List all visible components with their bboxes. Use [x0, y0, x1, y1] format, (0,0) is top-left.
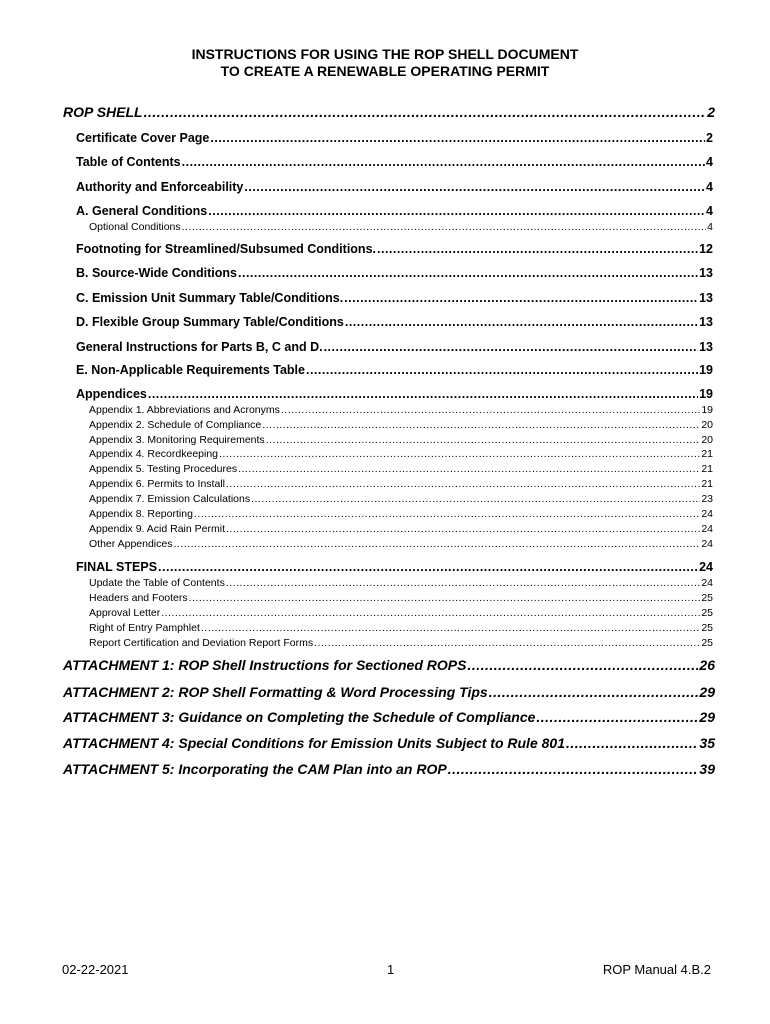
toc-entry[interactable]: [76, 266, 713, 280]
toc-leader-dots: [201, 622, 700, 634]
toc-entry[interactable]: [63, 761, 715, 777]
toc-entry-label: Authority and Enforceability: [76, 180, 244, 194]
toc-entry-page: 4: [706, 155, 713, 169]
toc-entry-label: Footnoting for Streamlined/Subsumed Conditions.: [76, 242, 376, 256]
toc-entry-page: 39: [699, 761, 715, 777]
toc-entry-page: 24: [699, 560, 713, 574]
toc-entry-label: Appendix 7. Emission Calculations: [89, 493, 251, 505]
toc-entry[interactable]: [76, 315, 713, 329]
toc-entry[interactable]: [63, 684, 715, 700]
toc-entry-label: ROP SHELL: [63, 104, 143, 120]
toc-entry[interactable]: [89, 221, 713, 233]
toc-entry-page: 2: [707, 104, 715, 120]
toc-entry[interactable]: [76, 560, 713, 574]
toc-entry-page: 20: [701, 434, 713, 446]
toc-entry-label: ATTACHMENT 5: Incorporating the CAM Plan into an ROP: [63, 761, 447, 777]
toc-entry-label: Appendix 1. Abbreviations and Acronyms: [89, 404, 280, 416]
toc-leader-dots: [345, 315, 698, 329]
toc-entry[interactable]: [76, 340, 713, 354]
toc-leader-dots: [266, 434, 701, 446]
toc-leader-dots: [244, 180, 705, 194]
toc-entry-page: 24: [701, 538, 713, 550]
toc-entry-label: C. Emission Unit Summary Table/Conditions.: [76, 291, 344, 305]
toc-entry-label: Appendix 2. Schedule of Compliance: [89, 419, 262, 431]
toc-entry-label: E. Non-Applicable Requirements Table: [76, 363, 305, 377]
toc-entry-page: 21: [701, 448, 713, 460]
toc-entry-page: 4: [707, 221, 713, 233]
toc-entry-page: 25: [701, 622, 713, 634]
toc-entry-page: 12: [699, 242, 713, 256]
toc-entry-label: B. Source-Wide Conditions: [76, 266, 237, 280]
title-line-2: TO CREATE A RENEWABLE OPERATING PERMIT: [220, 63, 550, 79]
toc-entry-page: 35: [699, 735, 715, 751]
toc-entry[interactable]: [89, 493, 713, 505]
toc-leader-dots: [281, 404, 700, 416]
toc-entry-page: 21: [701, 463, 713, 475]
toc-entry[interactable]: [63, 657, 715, 673]
toc-entry-label: Approval Letter: [89, 607, 161, 619]
toc-entry-label: Update the Table of Contents: [89, 577, 225, 589]
toc-entry[interactable]: [76, 204, 713, 218]
toc-entry-page: 4: [706, 180, 713, 194]
toc-entry[interactable]: [89, 508, 713, 520]
toc-leader-dots: [158, 560, 698, 574]
toc-leader-dots: [161, 607, 700, 619]
toc-leader-dots: [144, 104, 707, 120]
toc-entry-label: Appendix 3. Monitoring Requirements: [89, 434, 265, 446]
toc-leader-dots: [262, 419, 700, 431]
toc-entry-page: 21: [701, 478, 713, 490]
toc-entry-label: Table of Contents: [76, 155, 181, 169]
title-line-1: INSTRUCTIONS FOR USING THE ROP SHELL DOCUMENT: [191, 46, 579, 62]
footer-manual-ref: ROP Manual 4.B.2: [602, 962, 711, 977]
toc-leader-dots: [467, 657, 698, 673]
toc-leader-dots: [226, 523, 700, 535]
toc-entry[interactable]: [63, 104, 715, 120]
toc-entry-label: A. General Conditions: [76, 204, 208, 218]
toc-entry-label: Report Certification and Deviation Report Forms: [89, 637, 314, 649]
toc-entry-label: ATTACHMENT 1: ROP Shell Instructions for Sectioned ROPS: [63, 657, 467, 673]
toc-leader-dots: [194, 508, 700, 520]
toc-entry[interactable]: [89, 577, 713, 589]
toc-leader-dots: [314, 637, 700, 649]
toc-leader-dots: [344, 291, 698, 305]
toc-entry-label: Right of Entry Pamphlet: [89, 622, 200, 634]
toc-entry-label: D. Flexible Group Summary Table/Conditions: [76, 315, 344, 329]
toc-leader-dots: [566, 735, 698, 751]
toc-leader-dots: [489, 684, 699, 700]
footer-date: 02-22-2021: [62, 962, 129, 977]
toc-entry-page: 25: [701, 637, 713, 649]
toc-entry-page: 19: [699, 363, 713, 377]
toc-leader-dots: [189, 592, 701, 604]
toc-entry[interactable]: [89, 448, 713, 460]
toc-leader-dots: [377, 242, 698, 256]
toc-entry-label: Headers and Footers: [89, 592, 188, 604]
toc-entry[interactable]: [76, 131, 713, 145]
toc-entry-label: Other Appendices: [89, 538, 173, 550]
toc-leader-dots: [324, 340, 699, 354]
toc-entry[interactable]: [63, 709, 715, 725]
toc-leader-dots: [238, 266, 698, 280]
toc-leader-dots: [306, 363, 698, 377]
document-title: [0, 46, 770, 80]
toc-entry-page: 19: [701, 404, 713, 416]
toc-entry[interactable]: [76, 155, 713, 169]
toc-leader-dots: [182, 155, 705, 169]
toc-entry-page: 24: [701, 508, 713, 520]
toc-leader-dots: [208, 204, 705, 218]
footer-page-number: 1: [387, 962, 395, 977]
toc-entry-label: FINAL STEPS: [76, 560, 158, 574]
toc-entry-page: 20: [701, 419, 713, 431]
toc-entry-label: ATTACHMENT 2: ROP Shell Formatting & Word Processing Tips: [63, 684, 488, 700]
toc-leader-dots: [148, 387, 698, 401]
toc-entry-page: 19: [699, 387, 713, 401]
toc-entry[interactable]: [89, 419, 713, 431]
toc-entry-page: 4: [706, 204, 713, 218]
toc-entry-page: 29: [699, 709, 715, 725]
toc-entry-label: ATTACHMENT 4: Special Conditions for Emission Units Subject to Rule 801: [63, 735, 565, 751]
toc-entry[interactable]: [89, 637, 713, 649]
toc-entry-label: ATTACHMENT 3: Guidance on Completing the Schedule of Compliance: [63, 709, 536, 725]
toc-entry[interactable]: [89, 607, 713, 619]
toc-entry[interactable]: [89, 523, 713, 535]
toc-entry-label: General Instructions for Parts B, C and D.: [76, 340, 323, 354]
toc-entry-page: 2: [706, 131, 713, 145]
toc-entry-label: Optional Conditions: [89, 221, 181, 233]
toc-entry-label: Appendix 4. Recordkeeping: [89, 448, 219, 460]
toc-entry-page: 23: [701, 493, 713, 505]
toc-leader-dots: [448, 761, 699, 777]
toc-leader-dots: [226, 478, 700, 490]
toc-entry-page: 25: [701, 607, 713, 619]
toc-entry-page: 13: [699, 266, 713, 280]
toc-entry-page: 13: [699, 315, 713, 329]
toc-leader-dots: [238, 463, 700, 475]
toc-entry[interactable]: [89, 463, 713, 475]
toc-leader-dots: [226, 577, 700, 589]
toc-entry[interactable]: [76, 180, 713, 194]
toc-entry[interactable]: [89, 538, 713, 550]
toc-entry-label: Appendix 9. Acid Rain Permit: [89, 523, 225, 535]
toc-entry[interactable]: [76, 363, 713, 377]
toc-entry[interactable]: [89, 434, 713, 446]
toc-entry[interactable]: [89, 622, 713, 634]
toc-leader-dots: [536, 709, 698, 725]
toc-leader-dots: [182, 221, 707, 233]
toc-entry-label: Certificate Cover Page: [76, 131, 210, 145]
toc-entry[interactable]: [76, 242, 713, 256]
toc-entry[interactable]: [63, 735, 715, 751]
toc-entry-page: 24: [701, 523, 713, 535]
toc-entry-label: Appendix 6. Permits to Install: [89, 478, 225, 490]
toc-entry-page: 25: [701, 592, 713, 604]
toc-entry-label: Appendix 8. Reporting: [89, 508, 193, 520]
toc-entry[interactable]: [89, 404, 713, 416]
toc-leader-dots: [251, 493, 700, 505]
toc-entry[interactable]: [89, 592, 713, 604]
toc-entry-page: 13: [699, 340, 713, 354]
toc-entry-page: 13: [699, 291, 713, 305]
toc-entry-label: Appendices: [76, 387, 147, 401]
toc-entry-page: 29: [699, 684, 715, 700]
toc-leader-dots: [173, 538, 700, 550]
toc-entry-page: 24: [701, 577, 713, 589]
toc-entry[interactable]: [76, 387, 713, 401]
toc-leader-dots: [219, 448, 700, 460]
toc-entry-label: Appendix 5. Testing Procedures: [89, 463, 238, 475]
toc-entry[interactable]: [76, 291, 713, 305]
toc-entry[interactable]: [89, 478, 713, 490]
toc-entry-page: 26: [699, 657, 715, 673]
toc-leader-dots: [210, 131, 705, 145]
